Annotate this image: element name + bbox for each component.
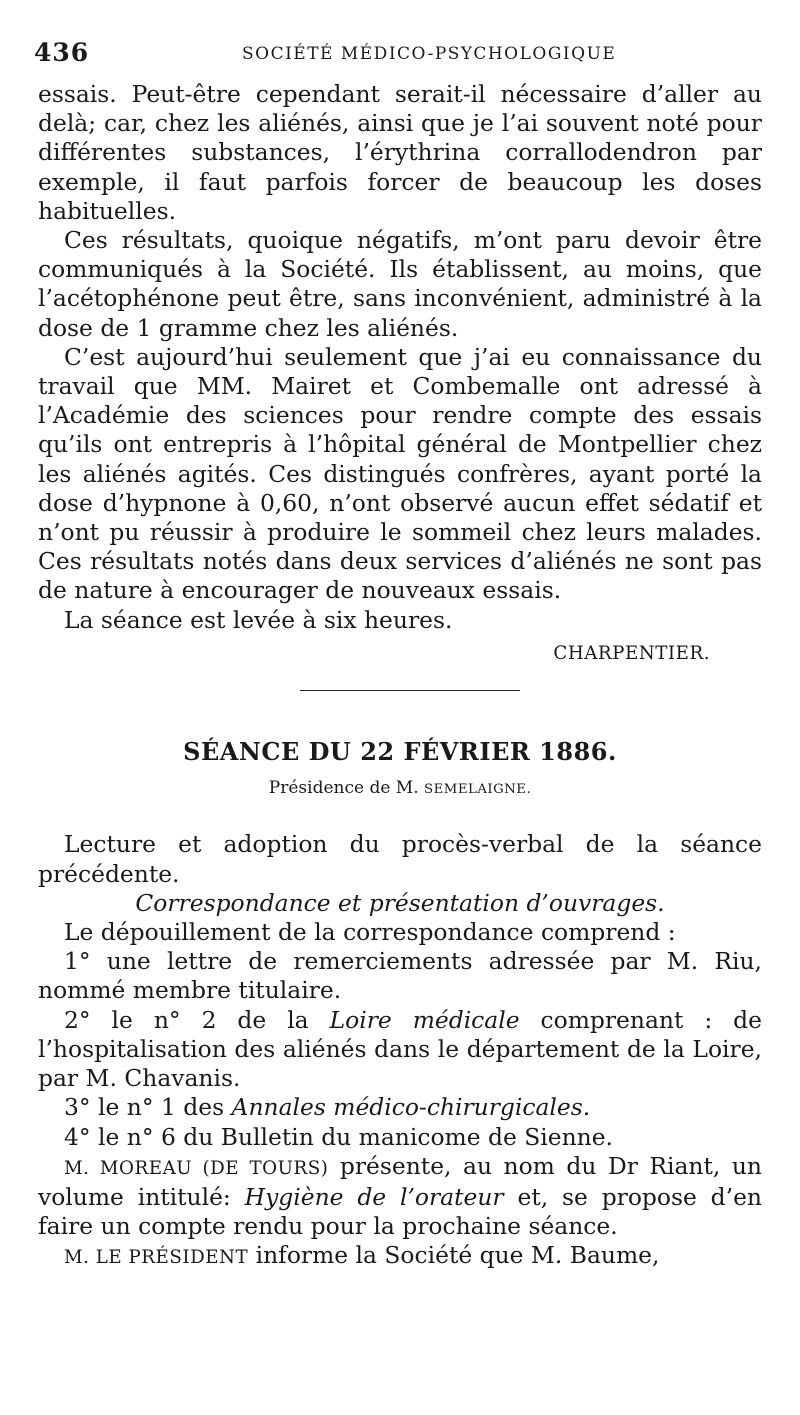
paragraph-text: informe la Société que M. Baume, <box>248 1241 660 1270</box>
paragraph: essais. Peut-être cependant serait-il nécessaire d’aller au delà; car, chez les aliénés, ainsi que je l’ai souvent noté pour différentes substances, l’érythrina corrallodendron par exemple, il faut parfois forcer de beaucoup les doses habituelles. <box>38 80 762 225</box>
paragraph: C’est aujourd’hui seulement que j’ai eu connaissance du travail que MM. Mairet et Combemalle ont adressé à l’Académie des sciences pour rendre compte des essais qu’ils ont entrepris à l’hôpital général de Montpellier chez les aliénés agités. Ces distingués confrères, ayant porté la dose d’hypnone à 0,60, n’ont observé aucun effet sédatif et n’ont pu réussir à produire le sommeil chez leurs malades. Ces résultats notés dans deux services d’aliénés ne sont pas de nature à encourager de nouveaux essais. <box>38 342 762 605</box>
speaker-name: M. LE PRÉSIDENT <box>64 1247 249 1269</box>
paragraph: Le dépouillement de la correspondance comprend : <box>64 918 676 947</box>
paragraph-text: présente, au nom du Dr Riant, un volume intitulé: <box>38 1151 762 1211</box>
paragraph <box>38 1152 762 1242</box>
item-text: comprenant : de l’hospitalisation des aliénés dans le département de la Loire, par M. Chavanis. <box>38 1005 762 1093</box>
presidence-prefix: Présidence de M. <box>268 778 425 799</box>
journal-title: Annales médico-chirurgicales. <box>231 1093 591 1122</box>
list-item <box>38 1006 762 1094</box>
section-heading: Correspondance et présentation d’ouvrages. <box>135 888 665 917</box>
running-title: SOCIÉTÉ MÉDICO-PSYCHOLOGIQUE <box>242 44 617 64</box>
running-header <box>30 38 770 72</box>
speaker-name: M. MOREAU (DE TOURS) <box>64 1157 329 1179</box>
item-text: 3° le n° 1 des <box>64 1093 232 1122</box>
session-title: SÉANCE DU 22 FÉVRIER 1886. <box>183 737 617 767</box>
paragraph <box>38 1241 762 1272</box>
president-name: SEMELAIGNE. <box>424 782 532 798</box>
journal-title: Loire médicale <box>329 1005 520 1034</box>
paragraph: Lecture et adoption du procès-verbal de la séance précédente. <box>38 830 762 888</box>
signature: CHARPENTIER. <box>553 642 710 664</box>
list-item <box>38 1093 762 1122</box>
paragraph: Ces résultats, quoique négatifs, m’ont paru devoir être communiqués à la Société. Ils établissent, au moins, que l’acétophénone peut être, sans inconvénient, administré à la dose de 1 gramme chez les aliénés. <box>38 226 762 342</box>
list-item: 1° une lettre de remerciements adressée par M. Riu, nommé membre titulaire. <box>38 947 762 1005</box>
session-closing: La séance est levée à six heures. <box>64 605 453 634</box>
presidence-line <box>38 774 762 804</box>
paragraph-text: et, se propose d’en faire un compte rendu pour la prochaine séance. <box>38 1182 762 1241</box>
book-title: Hygiène de l’orateur <box>244 1182 504 1211</box>
section-divider <box>300 690 520 691</box>
item-text: 2° le n° 2 de la <box>64 1005 330 1034</box>
list-item: 4° le n° 6 du Bulletin du manicome de Sienne. <box>64 1122 613 1151</box>
page-number: 436 <box>34 38 90 67</box>
page-body <box>38 80 762 1273</box>
